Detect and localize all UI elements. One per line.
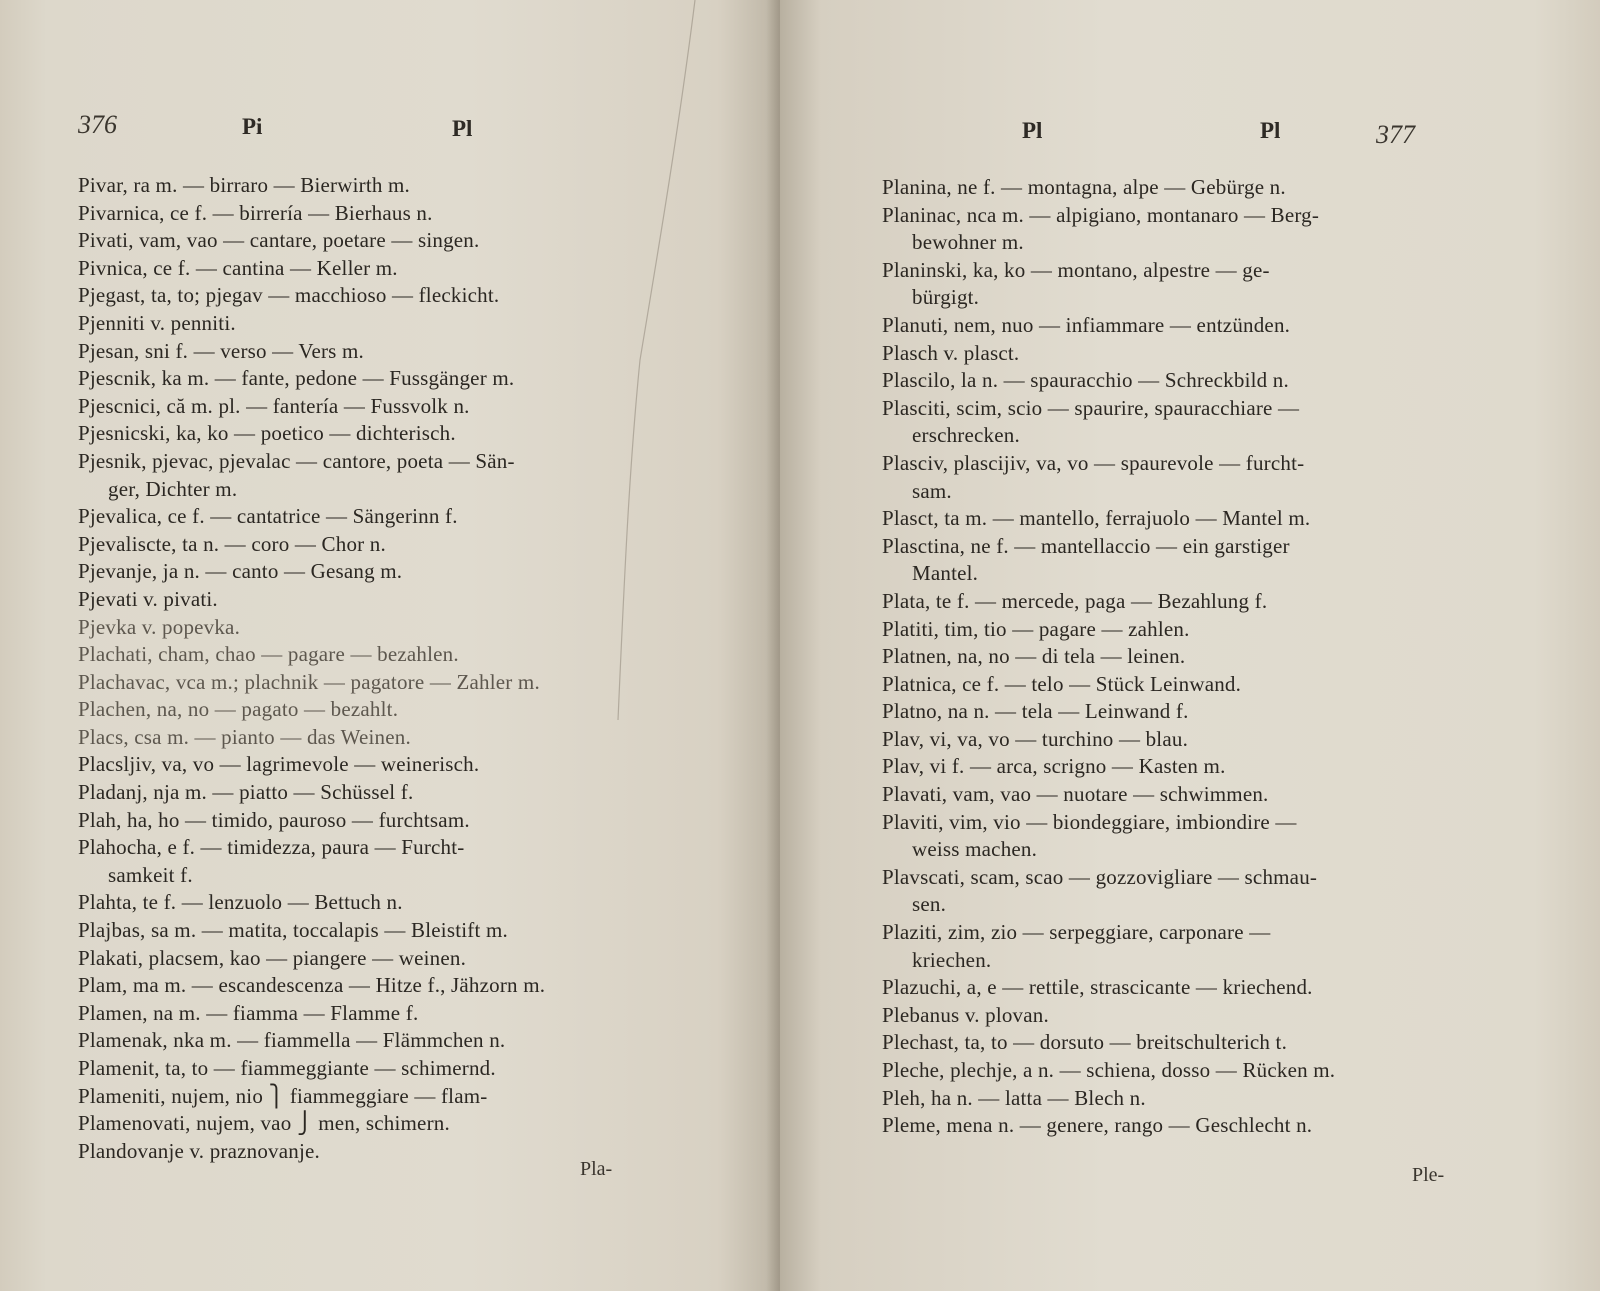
entry-line: Placs, csa m. — pianto — das Weinen.	[78, 724, 411, 749]
entry-line: Pivar, ra m. — birraro — Bierwirth m.	[78, 173, 410, 197]
entry-line-continuation	[882, 560, 1335, 588]
entry-line-continuation	[882, 836, 1335, 864]
entry-line: Pjevaliscte, ta n. — coro — Chor n.	[78, 531, 386, 556]
entry-line: Plahocha, e f. — timidezza, paura — Furcht-	[78, 835, 465, 860]
entry-line: Plascilo, la n. — spauracchio — Schreckbild n.	[882, 368, 1289, 393]
left-page	[0, 0, 780, 1291]
entry-line: Pjevati v. pivati.	[78, 586, 218, 611]
entry-line: Plaviti, vim, vio — biondeggiare, imbiondire —	[882, 809, 1297, 834]
entry-line: Plavscati, scam, scao — gozzovigliare — schmau-	[882, 864, 1318, 889]
entry-line: Plam, ma m. — escandescenza — Hitze f., Jähzorn m.	[78, 973, 546, 998]
continuation-text: erschrecken.	[912, 423, 1020, 448]
header-left-second: Pl	[452, 116, 473, 141]
header-right-first: Pl	[1022, 118, 1043, 143]
entry-line: Plaziti, zim, zio — serpeggiare, carponare —	[882, 920, 1271, 945]
entry-line: Pjevalica, ce f. — cantatrice — Sängerinn f.	[78, 504, 458, 529]
entry-line: Pjesnicski, ka, ko — poetico — dichterisch.	[78, 421, 456, 446]
entry-line: Plata, te f. — mercede, paga — Bezahlung f.	[882, 588, 1268, 613]
continuation-text: bewohner m.	[912, 230, 1024, 255]
entry-line: Pivati, vam, vao — cantare, poetare — singen.	[78, 228, 480, 253]
entry-line: Plav, vi f. — arca, scrigno — Kasten m.	[882, 754, 1226, 779]
entry-line-continuation	[882, 284, 1335, 312]
entry-line: Plasct, ta m. — mantello, ferrajuolo — Mantel m.	[882, 506, 1311, 531]
entry-line-continuation	[882, 478, 1335, 506]
entry-line: Pjevka v. popevka.	[78, 614, 241, 639]
catchword-left: Pla-	[580, 1158, 613, 1180]
entry-line: Plasch v. plasct.	[882, 340, 1020, 365]
continuation-text: kriechen.	[912, 947, 992, 972]
catchword-right: Ple-	[1412, 1164, 1445, 1186]
continuation-text: ger, Dichter m.	[108, 476, 238, 501]
entry-line: Platnica, ce f. — telo — Stück Leinwand.	[882, 671, 1242, 696]
entry-line: Pladanj, nja m. — piatto — Schüssel f.	[78, 780, 414, 805]
entry-line: Pleme, mena n. — genere, rango — Geschlecht n.	[882, 1113, 1313, 1138]
entry-line: Plameniti, nujem, nio ⎫ fiammeggiare — flam-	[78, 1083, 488, 1108]
entry-line: Plebanus v. plovan.	[882, 1002, 1049, 1027]
right-entry-list	[882, 174, 1335, 1140]
entry-line: Pleh, ha n. — latta — Blech n.	[882, 1085, 1146, 1110]
continuation-text: bürgigt.	[912, 285, 980, 310]
entry-line: Plachen, na, no — pagato — bezahlt.	[78, 697, 399, 722]
paper-crease	[600, 0, 720, 720]
entry-line: Pleche, plechje, a n. — schiena, dosso — Rücken m.	[882, 1058, 1336, 1082]
entry-line: Planina, ne f. — montagna, alpe — Gebürge n.	[882, 175, 1286, 199]
entry-line: Plajbas, sa m. — matita, toccalapis — Bleistift m.	[78, 918, 508, 943]
entry-line: Planinski, ka, ko — montano, alpestre — ge-	[882, 257, 1270, 282]
entry-line: Pivarnica, ce f. — birrería — Bierhaus n.	[78, 200, 433, 225]
entry-line: Plavati, vam, vao — nuotare — schwimmen.	[882, 782, 1269, 807]
continuation-text: samkeit f.	[108, 862, 193, 887]
entry-line: Plamenovati, nujem, vao ⎭ men, schimern.	[78, 1111, 450, 1136]
entry-line-continuation	[882, 422, 1335, 450]
continuation-text: weiss machen.	[912, 837, 1038, 862]
continuation-text: sam.	[912, 478, 952, 503]
entry-line: Plechast, ta, to — dorsuto — breitschulterich t.	[882, 1030, 1288, 1055]
entry-line: Plandovanje v. praznovanje.	[78, 1138, 320, 1163]
entry-line: Pjevanje, ja n. — canto — Gesang m.	[78, 559, 403, 584]
entry-line: Plamenit, ta, to — fiammeggiante — schimernd.	[78, 1056, 496, 1080]
continuation-text: sen.	[912, 892, 947, 917]
entry-line: Plasciv, plascijiv, va, vo — spaurevole — furcht-	[882, 450, 1305, 475]
entry-line: Plamen, na m. — fiamma — Flamme f.	[78, 1000, 419, 1025]
entry-line-continuation	[882, 947, 1335, 975]
entry-line: Planuti, nem, nuo — infiammare — entzünden.	[882, 312, 1291, 337]
entry-line: Plav, vi, va, vo — turchino — blau.	[882, 726, 1189, 751]
entry-line: Pivnica, ce f. — cantina — Keller m.	[78, 255, 398, 280]
entry-line: Plamenak, nka m. — fiammella — Flämmchen n.	[78, 1028, 506, 1053]
entry-line: Platiti, tim, tio — pagare — zahlen.	[882, 616, 1190, 641]
entry-line: Pjesan, sni f. — verso — Vers m.	[78, 338, 364, 363]
entry-line: Pjesnik, pjevac, pjevalac — cantore, poeta — Sän-	[78, 448, 515, 473]
entry-line-continuation	[882, 891, 1335, 919]
entry-line: Pjegast, ta, to; pjegav — macchioso — fleckicht.	[78, 283, 500, 308]
continuation-text: Mantel.	[912, 561, 979, 586]
page-number-right: 377	[1376, 120, 1415, 149]
entry-line: Plasciti, scim, scio — spaurire, spauracchiare —	[882, 395, 1300, 420]
entry-line-continuation	[78, 476, 678, 504]
entry-line: Platnen, na, no — di tela — leinen.	[882, 644, 1186, 669]
entry-line: Platno, na n. — tela — Leinwand f.	[882, 699, 1189, 724]
entry-line: Placsljiv, va, vo — lagrimevole — weinerisch.	[78, 752, 480, 777]
entry-line: Plachavac, vca m.; plachnik — pagatore — Zahler m.	[78, 669, 540, 694]
entry-line-continuation	[882, 229, 1335, 257]
header-right-second: Pl	[1260, 118, 1281, 143]
entry-line: Plasctina, ne f. — mantellaccio — ein garstiger	[882, 533, 1290, 558]
header-left-first: Pi	[242, 114, 263, 139]
entry-line: Pjescnici, că m. pl. — fantería — Fussvolk n.	[78, 393, 470, 418]
entry-line: Plachati, cham, chao — pagare — bezahlen.	[78, 642, 459, 667]
entry-line: Pjescnik, ka m. — fante, pedone — Fussgänger m.	[78, 366, 515, 391]
entry-line: Plahta, te f. — lenzuolo — Bettuch n.	[78, 890, 403, 915]
page-number-left: 376	[78, 110, 117, 139]
entry-line-continuation	[78, 862, 678, 890]
entry-line: Plah, ha, ho — timido, pauroso — furchtsam.	[78, 807, 470, 832]
left-entry-list	[78, 172, 678, 1165]
entry-line: Planinac, nca m. — alpigiano, montanaro — Berg-	[882, 202, 1320, 227]
entry-line: Pjenniti v. penniti.	[78, 310, 236, 335]
entry-line: Plazuchi, a, e — rettile, strascicante — kriechend.	[882, 975, 1313, 1000]
entry-line: Plakati, placsem, kao — piangere — weinen.	[78, 945, 467, 970]
